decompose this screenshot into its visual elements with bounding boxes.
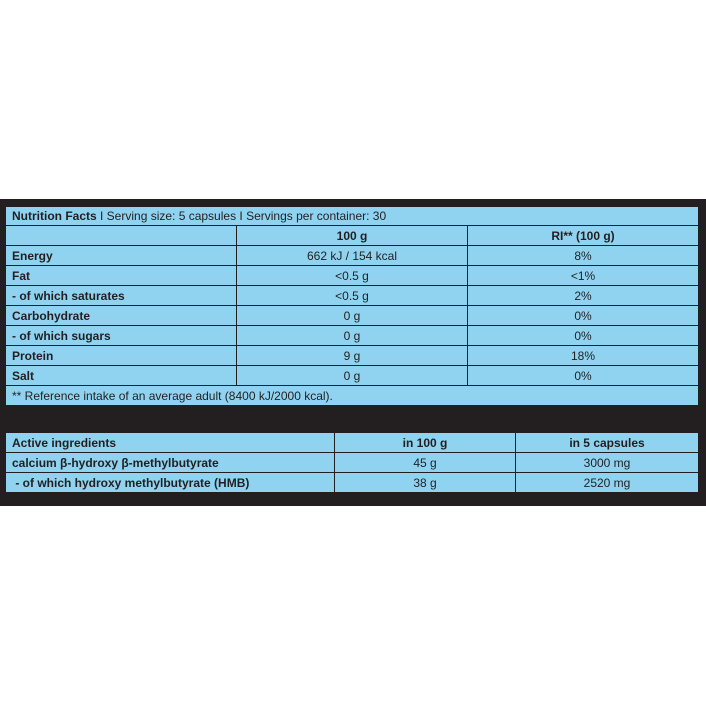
nutrient-name: Protein [6,346,237,366]
nutrition-facts-table [5,206,699,406]
nutrient-value-100g: 9 g [237,346,468,366]
nutrient-value-100g: <0.5 g [237,266,468,286]
nutrient-ri: 0% [468,306,699,326]
nutrient-name: Energy [6,246,237,266]
nutrient-value-100g: <0.5 g [237,286,468,306]
table-row [6,246,699,266]
nutrient-name: - of which saturates [6,286,237,306]
ingredient-value-100g: 45 g [335,453,516,473]
active-ingredients-table [5,432,699,493]
nutrient-name: Fat [6,266,237,286]
nutrient-ri: 8% [468,246,699,266]
table-row [6,366,699,386]
table-row [6,346,699,366]
nutrient-value-100g: 0 g [237,306,468,326]
header-empty-cell [6,226,237,246]
nutrient-ri: 18% [468,346,699,366]
table-row [6,266,699,286]
nutrient-name: Carbohydrate [6,306,237,326]
nutrient-value-100g: 0 g [237,366,468,386]
nutrient-ri: 0% [468,366,699,386]
table-row [6,326,699,346]
nutrient-name: Salt [6,366,237,386]
nutrient-name: - of which sugars [6,326,237,346]
nutrition-title-bold: Nutrition Facts [12,209,97,223]
header-in-100g: in 100 g [335,433,516,453]
header-100g: 100 g [237,226,468,246]
ingredient-value-capsules: 3000 mg [516,453,699,473]
ingredient-value-100g: 38 g [335,473,516,493]
ingredient-name: calcium β-hydroxy β-methylbutyrate [6,453,335,473]
nutrient-ri: 0% [468,326,699,346]
ingredient-value-capsules: 2520 mg [516,473,699,493]
nutrient-ri: 2% [468,286,699,306]
header-active-ingredients: Active ingredients [6,433,335,453]
table-row [6,473,699,493]
ingredient-name: - of which hydroxy methylbutyrate (HMB) [6,473,335,493]
table-row [6,453,699,473]
nutrient-ri: <1% [468,266,699,286]
header-in-5-capsules: in 5 capsules [516,433,699,453]
header-ri: RI** (100 g) [468,226,699,246]
nutrient-value-100g: 662 kJ / 154 kcal [237,246,468,266]
reference-intake-footnote: ** Reference intake of an average adult (8400 kJ/2000 kcal). [6,386,699,406]
nutrition-title [6,207,699,226]
nutrition-title-rest: I Serving size: 5 capsules I Servings per container: 30 [96,209,387,223]
table-row [6,286,699,306]
table-row [6,306,699,326]
nutrient-value-100g: 0 g [237,326,468,346]
